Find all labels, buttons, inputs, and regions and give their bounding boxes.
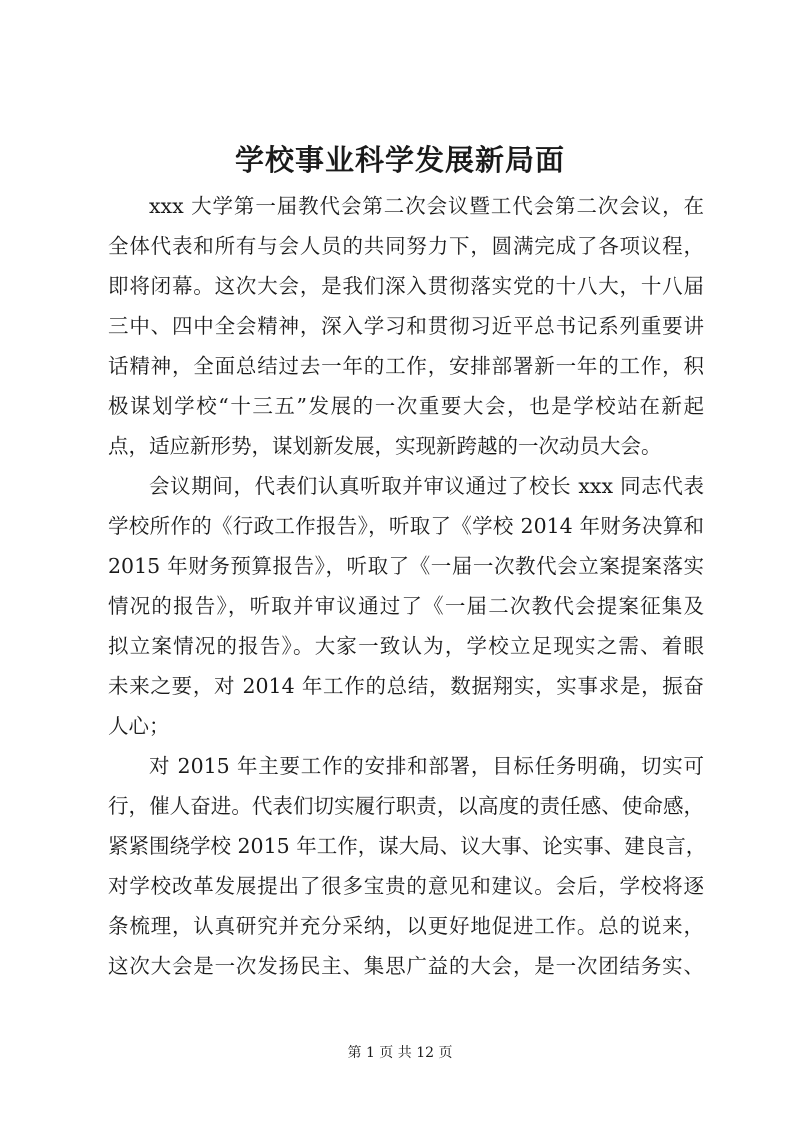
paragraph-2-line-3: 2015 年财务预算报告》，听取了《一届一次教代会立案提案落实: [108, 554, 704, 578]
paragraph-3-line-4: 对学校改革发展提出了很多宝贵的意见和建议。会后，学校将逐: [108, 874, 704, 898]
paragraph-2-line-5: 拟立案情况的报告》。大家一致认为，学校立足现实之需、着眼: [108, 634, 704, 658]
paragraph-1-line-5: 话精神，全面总结过去一年的工作，安排部署新一年的工作，积: [108, 354, 704, 378]
document-title: 学校事业科学发展新局面: [234, 143, 565, 177]
paragraph-2-line-1: 会议期间，代表们认真听取并审议通过了校长 xxx 同志代表: [149, 474, 704, 498]
paragraph-2-line-4: 情况的报告》，听取并审议通过了《一届二次教代会提案征集及: [108, 594, 704, 618]
paragraph-3-line-5: 条梳理，认真研究并充分采纳，以更好地促进工作。总的说来，: [108, 914, 704, 938]
paragraph-1-line-6: 极谋划学校“十三五”发展的一次重要大会，也是学校站在新起: [108, 394, 704, 418]
paragraph-3-line-2: 行，催人奋进。代表们切实履行职责，以高度的责任感、使命感，: [108, 794, 704, 818]
paragraph-1-line-3: 即将闭幕。这次大会，是我们深入贯彻落实党的十八大，十八届: [108, 274, 704, 298]
page-number-footer: 第 1 页 共 12 页: [347, 1045, 453, 1061]
paragraph-3-line-6: 这次大会是一次发扬民主、集思广益的大会，是一次团结务实、: [108, 954, 704, 978]
paragraph-2-line-6: 未来之要，对 2014 年工作的总结，数据翔实，实事求是，振奋: [108, 674, 704, 698]
paragraph-1-line-7: 点，适应新形势，谋划新发展，实现新跨越的一次动员大会。: [108, 434, 662, 458]
paragraph-3-line-1: 对 2015 年主要工作的安排和部署，目标任务明确，切实可: [149, 754, 704, 778]
paragraph-1-line-2: 全体代表和所有与会人员的共同努力下，圆满完成了各项议程，: [108, 234, 704, 258]
document-body: [108, 186, 707, 986]
paragraph-3-line-3: 紧紧围绕学校 2015 年工作，谋大局、议大事、论实事、建良言，: [108, 834, 707, 858]
paragraph-1-line-4: 三中、四中全会精神，深入学习和贯彻习近平总书记系列重要讲: [108, 314, 704, 338]
paragraph-2-line-7: 人心；: [108, 714, 170, 738]
paragraph-2-line-2: 学校所作的《行政工作报告》，听取了《学校 2014 年财务决算和: [108, 514, 704, 538]
paragraph-1-line-1: xxx 大学第一届教代会第二次会议暨工代会第二次会议，在: [149, 194, 704, 218]
